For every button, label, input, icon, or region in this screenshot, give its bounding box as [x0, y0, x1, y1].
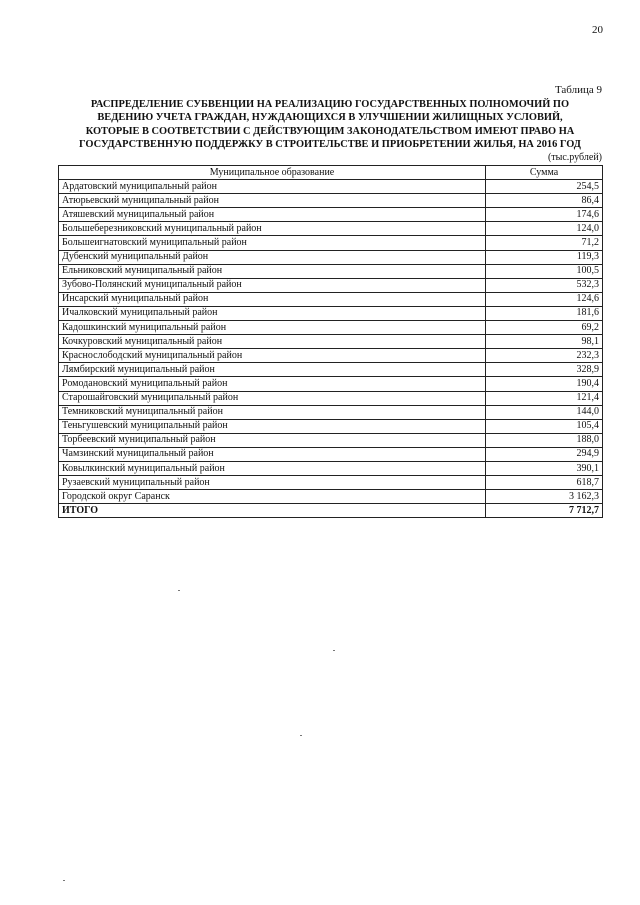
municipality-cell: Ковылкинский муниципальный район: [59, 461, 486, 475]
municipality-cell: Кочкуровский муниципальный район: [59, 335, 486, 349]
amount-cell: 254,5: [486, 180, 603, 194]
table-row: [59, 278, 603, 292]
subsidy-table: [58, 165, 603, 518]
table-row: [59, 335, 603, 349]
table-row: [59, 236, 603, 250]
municipality-cell: Дубенский муниципальный район: [59, 250, 486, 264]
total-label: ИТОГО: [59, 504, 486, 518]
municipality-cell: Большеберезниковский муниципальный район: [59, 222, 486, 236]
table-row: [59, 208, 603, 222]
amount-cell: 618,7: [486, 476, 603, 490]
municipality-cell: Торбеевский муниципальный район: [59, 433, 486, 447]
municipality-cell: Теньгушевский муниципальный район: [59, 419, 486, 433]
table-row: [59, 264, 603, 278]
municipality-cell: Лямбирский муниципальный район: [59, 363, 486, 377]
amount-cell: 124,0: [486, 222, 603, 236]
amount-cell: 121,4: [486, 391, 603, 405]
amount-cell: 3 162,3: [486, 490, 603, 504]
amount-cell: 69,2: [486, 321, 603, 335]
amount-cell: 144,0: [486, 405, 603, 419]
amount-cell: 390,1: [486, 461, 603, 475]
scan-speck: [63, 880, 65, 881]
amount-cell: 124,6: [486, 292, 603, 306]
amount-cell: 532,3: [486, 278, 603, 292]
amount-cell: 86,4: [486, 194, 603, 208]
column-header-municipality: Муниципальное образование: [59, 166, 486, 180]
amount-cell: 232,3: [486, 349, 603, 363]
document-title: [58, 98, 602, 152]
amount-cell: 181,6: [486, 306, 603, 320]
table-row: [59, 250, 603, 264]
municipality-cell: Чамзинский муниципальный район: [59, 447, 486, 461]
table-row: [59, 349, 603, 363]
municipality-cell: Большеигнатовский муниципальный район: [59, 236, 486, 250]
municipality-cell: Ромодановский муниципальный район: [59, 377, 486, 391]
municipality-cell: Старошайговский муниципальный район: [59, 391, 486, 405]
municipality-cell: Краснослободский муниципальный район: [59, 349, 486, 363]
municipality-cell: Рузаевский муниципальный район: [59, 476, 486, 490]
amount-cell: 119,3: [486, 250, 603, 264]
table-row: [59, 405, 603, 419]
amount-cell: 188,0: [486, 433, 603, 447]
amount-cell: 174,6: [486, 208, 603, 222]
municipality-cell: Атюрьевский муниципальный район: [59, 194, 486, 208]
scan-speck: [333, 650, 335, 651]
page-number: 20: [592, 24, 603, 36]
amount-cell: 100,5: [486, 264, 603, 278]
municipality-cell: Ельниковский муниципальный район: [59, 264, 486, 278]
table-row: [59, 391, 603, 405]
municipality-cell: Ардатовский муниципальный район: [59, 180, 486, 194]
table-row: [59, 476, 603, 490]
table-row: [59, 419, 603, 433]
table-row: [59, 180, 603, 194]
municipality-cell: Зубово-Полянский муниципальный район: [59, 278, 486, 292]
column-header-amount: Сумма: [486, 166, 603, 180]
units-label: (тыс.рублей): [547, 152, 602, 163]
municipality-cell: Инсарский муниципальный район: [59, 292, 486, 306]
table-row: [59, 447, 603, 461]
table-row: [59, 363, 603, 377]
table-row: [59, 377, 603, 391]
title-line: РАСПРЕДЕЛЕНИЕ СУБВЕНЦИИ НА РЕАЛИЗАЦИЮ ГОСУДАРСТВЕННЫХ ПОЛНОМОЧИЙ ПО: [90, 99, 570, 110]
municipality-cell: Темниковский муниципальный район: [59, 405, 486, 419]
total-row: [59, 504, 603, 518]
amount-cell: 190,4: [486, 377, 603, 391]
table-row: [59, 490, 603, 504]
amount-cell: 328,9: [486, 363, 603, 377]
title-line: ГОСУДАРСТВЕННУЮ ПОДДЕРЖКУ В СТРОИТЕЛЬСТВЕ И ПРИОБРЕТЕНИИ ЖИЛЬЯ, НА 2016 ГОД: [79, 139, 581, 151]
municipality-cell: Ичалковский муниципальный район: [59, 306, 486, 320]
table-row: [59, 433, 603, 447]
table-row: [59, 292, 603, 306]
table-row: [59, 194, 603, 208]
municipality-cell: Кадошкинский муниципальный район: [59, 321, 486, 335]
title-line: КОТОРЫЕ В СООТВЕТСТВИИ С ДЕЙСТВУЮЩИМ ЗАКОНОДАТЕЛЬСТВОМ ИМЕЮТ ПРАВО НА: [85, 125, 575, 137]
total-amount: 7 712,7: [486, 504, 603, 518]
municipality-cell: Городской округ Саранск: [59, 490, 486, 504]
table-row: [59, 321, 603, 335]
amount-cell: 294,9: [486, 447, 603, 461]
amount-cell: 71,2: [486, 236, 603, 250]
municipality-cell: Атяшевский муниципальный район: [59, 208, 486, 222]
amount-cell: 98,1: [486, 335, 603, 349]
table-row: [59, 222, 603, 236]
table-header-row: [59, 166, 603, 180]
scan-speck: [300, 735, 302, 736]
table-label: Таблица 9: [554, 84, 602, 96]
table-row: [59, 461, 603, 475]
scan-speck: [178, 590, 180, 591]
amount-cell: 105,4: [486, 419, 603, 433]
title-line: ВЕДЕНИЮ УЧЕТА ГРАЖДАН, НУЖДАЮЩИХСЯ В УЛУЧШЕНИИ ЖИЛИЩНЫХ УСЛОВИЙ,: [97, 112, 563, 124]
table-row: [59, 306, 603, 320]
